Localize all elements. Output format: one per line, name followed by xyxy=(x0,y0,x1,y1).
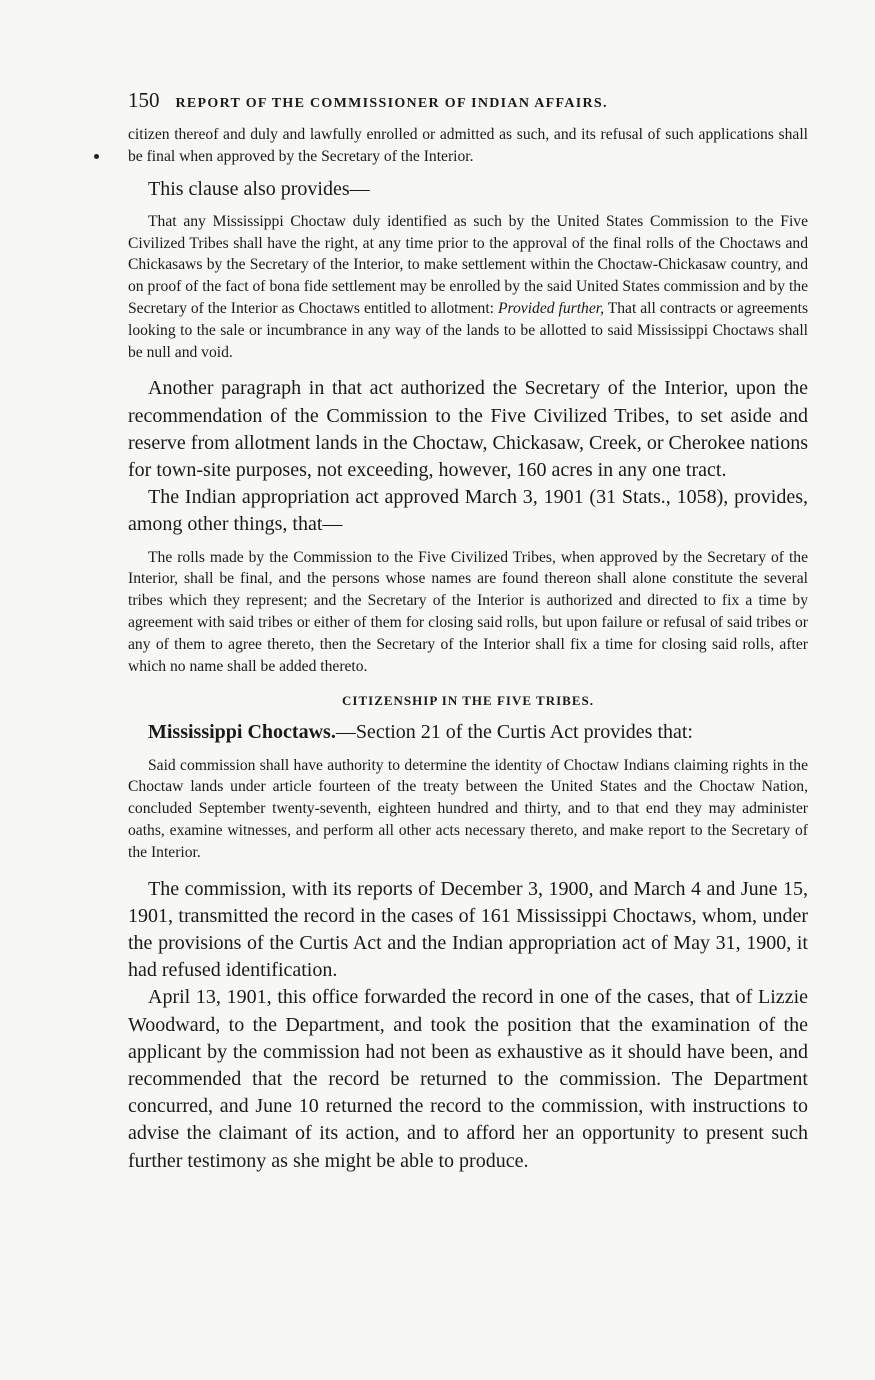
quote-text-end: That all contracts or agreements looking to the sale or incumbrance in any way of the lands to be allotted to said Mississippi Choctaws shall be null and void. xyxy=(128,299,809,361)
paragraph-clause-provides: This clause also provides— xyxy=(148,177,370,200)
page-number: 150 xyxy=(128,88,160,112)
page-header xyxy=(128,88,808,118)
running-title: REPORT OF THE COMMISSIONER OF INDIAN AFFAIRS. xyxy=(175,96,608,111)
quote-rolls: The rolls made by the Commission to the Five Civilized Tribes, when approved by the Secretary of the Interior, shall be final, and the persons whose names are found thereon shall alone constitute the several tribes which they represent; and the Secretary of the Interior is authorized and directed to fix a time by agreement with said tribes or either of them for closing said rolls, but upon failure or refusal of said tribes or any of them to agree thereto, then the Secretary of the Interior shall fix a time for closing said rolls, after which no name shall be added thereto. xyxy=(128,548,808,675)
document-page xyxy=(128,88,808,1175)
paragraph-appropriation-act: The Indian appropriation act approved March 3, 1901 (31 Stats., 1058), provides, among other things, that— xyxy=(128,486,808,536)
paragraph-town-site: Another paragraph in that act authorized the Secretary of the Interior, upon the recommendation of the Commission to the Five Civilized Tribes, to set aside and reserve from allotment lands in the Choctaw, Chickasaw, Creek, or Cherokee nations for town-site purposes, not exceeding, however, 160 acres in any one tract. xyxy=(128,377,808,481)
paragraph-citizen: citizen thereof and duly and lawfully enrolled or admitted as such, and its refusal of such applications shall be final when approved by the Secretary of the Interior. xyxy=(128,126,808,165)
quote-italic-proviso: Provided further, xyxy=(497,299,605,317)
lead-text: —Section 21 of the Curtis Act provides that: xyxy=(335,721,693,744)
margin-speck xyxy=(94,154,99,159)
paragraph-commission-reports: The commission, with its reports of December 3, 1900, and March 4 and June 15, 1901, transmitted the record in the cases of 161 Mississippi Choctaws, whom, under the provisions of the Curtis Act and the Indian appropriation act of May 31, 1900, it had refused identification. xyxy=(128,877,808,982)
section-heading: CITIZENSHIP IN THE FIVE TRIBES. xyxy=(342,693,594,709)
paragraph-mississippi-choctaws xyxy=(128,719,808,746)
paragraph-lizzie-woodward: April 13, 1901, this office forwarded the record in one of the cases, that of Lizzie Woodward, to the Department, and took the position that the examination of the applicant by the commission had not been as exhaustive as it should have been, and recommended that the record be returned to the commission. The Department concurred, and June 10 returned the record to the commission, with instructions to advise the claimant of its action, and to afford her an opportunity to present such further testimony as she might be able to produce. xyxy=(128,986,808,1172)
quote-text: That any Mississippi Choctaw duly identified as such by the United States Commission to the Five Civilized Tribes shall have the right, at any time prior to the approval of the final rolls of the Choctaws and Chickasaws by the Secretary of the Interior, to make settlement within the Choctaw-Chickasaw country, and on proof of the fact of bona fide settlement may be enrolled by the said United States commission and by the Secretary of the Interior as Choctaws entitled to allotment: xyxy=(128,212,808,317)
lead-heading: Mississippi Choctaws. xyxy=(148,721,336,744)
quote-curtis-act: Said commission shall have authority to determine the identity of Choctaw Indians claiming rights in the Choctaw lands under article fourteen of the treaty between the United States and the Choctaw Nation, concluded September twenty-seventh, eighteen hundred and thirty, and to that end they may administer oaths, examine witnesses, and perform all other acts necessary thereto, and make report to the Secretary of the Interior. xyxy=(128,756,808,861)
quote-mississippi-choctaw-settlement xyxy=(128,211,808,364)
